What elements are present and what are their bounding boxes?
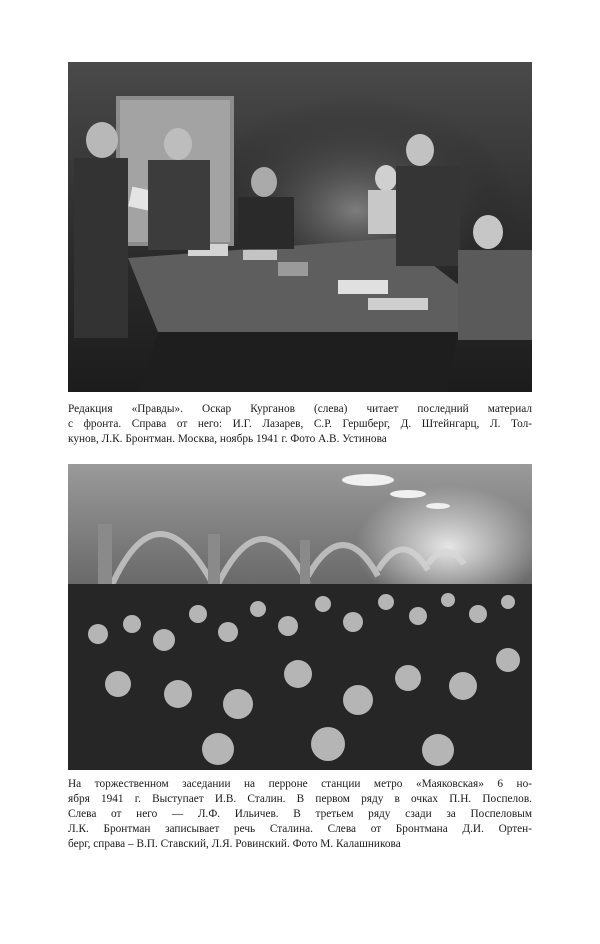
- caption-line: берг, справа – В.П. Ставский, Л.Я. Ровинский. Фото М. Калашникова: [68, 838, 401, 850]
- caption-line: ября 1941 г. Выступает И.В. Сталин. В первом ряду в очках П.Н. Поспелов.: [68, 793, 532, 805]
- caption-line: Слева от него — Л.Ф. Ильичев. В третьем ряду сзади за Поспеловым: [68, 808, 532, 820]
- editorial-office-photo: [68, 62, 532, 392]
- metro-meeting-caption: [68, 777, 532, 852]
- caption-line: кунов, Л.К. Бронтман. Москва, ноябрь 1941 г. Фото А.В. Устинова: [68, 433, 387, 445]
- caption-line: На торжественном заседании на перроне станции метро «Маяковская» 6 но-: [68, 778, 532, 790]
- caption-line: с фронта. Справа от него: И.Г. Лазарев, С.Р. Гершберг, Д. Штейнгарц, Л. Тол-: [68, 418, 532, 430]
- metro-meeting-image: [68, 464, 532, 770]
- editorial-office-caption: [68, 402, 532, 447]
- editorial-office-image: [68, 62, 532, 392]
- caption-line: Л.К. Бронтман записывает речь Сталина. Слева от Бронтмана Д.И. Ортен-: [68, 823, 532, 835]
- caption-line: Редакция «Правды». Оскар Курганов (слева) читает последний материал: [68, 403, 532, 415]
- metro-meeting-photo: [68, 464, 532, 770]
